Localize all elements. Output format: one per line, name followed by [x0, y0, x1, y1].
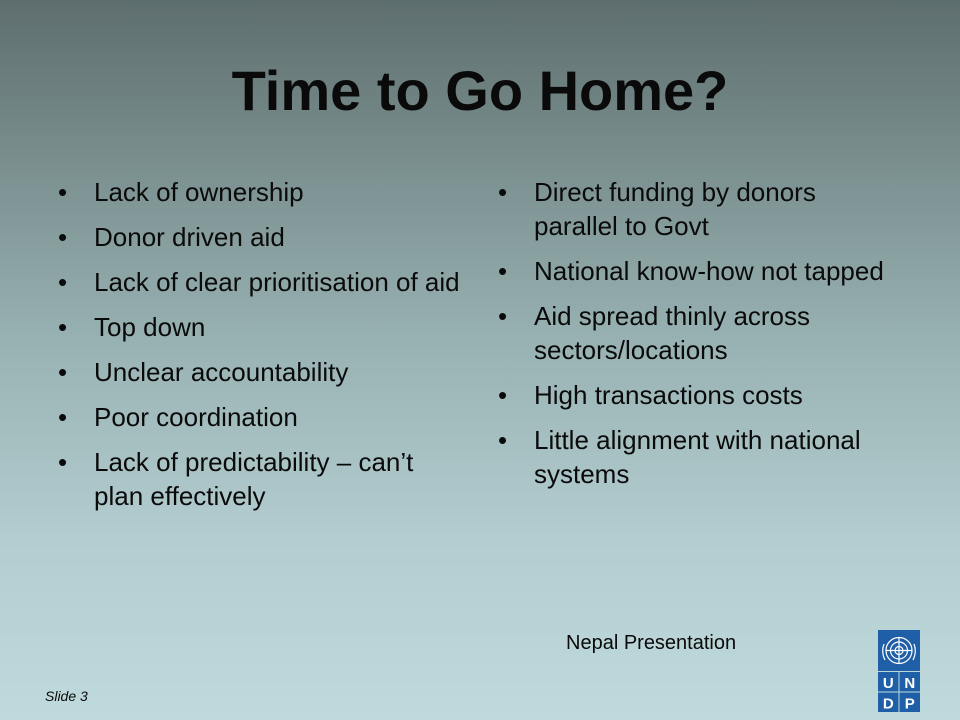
- list-item: [498, 299, 898, 367]
- logo-letter: N: [904, 675, 916, 692]
- list-item: [498, 175, 898, 243]
- bullet-icon: •: [58, 402, 68, 432]
- bullet-icon: •: [498, 256, 508, 286]
- list-item: [498, 423, 898, 491]
- bullet-icon: •: [58, 357, 68, 387]
- list-item-text: Aid spread thinly across sectors/locations: [534, 301, 811, 365]
- list-item-text: Poor coordination: [94, 402, 298, 432]
- list-item-text: Direct funding by donors parallel to Govt: [534, 177, 816, 241]
- bullet-icon: •: [498, 301, 508, 331]
- list-item: [58, 220, 468, 254]
- list-item-text: Little alignment with national systems: [534, 425, 861, 489]
- bullet-icon: •: [58, 222, 68, 252]
- list-item-text: Donor driven aid: [94, 222, 285, 252]
- list-item: [58, 310, 468, 344]
- list-item-text: Lack of clear prioritisation of aid: [94, 267, 460, 297]
- list-item-text: Lack of ownership: [94, 177, 304, 207]
- bullet-icon: •: [498, 425, 508, 455]
- slide-title: Time to Go Home?: [231, 59, 729, 122]
- footer-presentation-label: Nepal Presentation: [566, 632, 737, 654]
- bullet-icon: •: [58, 267, 68, 297]
- list-item-text: National know-how not tapped: [534, 256, 884, 286]
- list-item-text: Top down: [94, 312, 206, 342]
- list-item: [58, 400, 468, 434]
- bullet-icon: •: [58, 447, 68, 477]
- bullet-icon: •: [498, 380, 508, 410]
- list-item-text: High transactions costs: [534, 380, 803, 410]
- list-item: [58, 175, 468, 209]
- logo-letter: P: [904, 695, 915, 712]
- right-bullet-list: [498, 175, 898, 502]
- bullet-icon: •: [498, 177, 508, 207]
- list-item-text: Unclear accountability: [94, 357, 349, 387]
- bullet-icon: •: [58, 177, 68, 207]
- logo-letter: D: [882, 695, 894, 712]
- list-item: [58, 445, 468, 513]
- bullet-icon: •: [58, 312, 68, 342]
- logo-letter: U: [882, 675, 894, 692]
- undp-logo: [878, 630, 920, 712]
- list-item: [58, 265, 468, 299]
- list-item: [58, 355, 468, 389]
- list-item: [498, 254, 898, 288]
- list-item-text: Lack of predictability – can’t plan effectively: [94, 447, 414, 511]
- list-item: [498, 378, 898, 412]
- left-bullet-list: [58, 175, 468, 524]
- slide-number: Slide 3: [45, 688, 88, 704]
